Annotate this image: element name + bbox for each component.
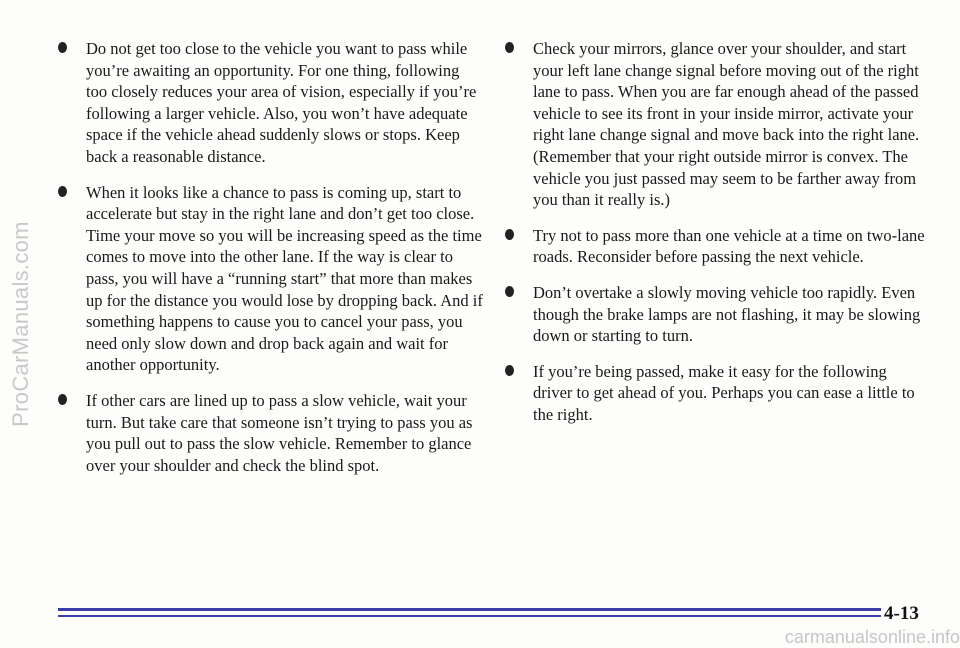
- list-item: [505, 38, 930, 211]
- list-item-text: When it looks like a chance to pass is coming up, start to accelerate but stay in the right lane and don’t get too close. Time your move so you will be increasing speed as the time comes to move into the other lane. If the way is clear to pass, you will have a “running start” that more than makes up for the distance you would lose by dropping back. And if something happens to cause you to cancel your pass, you need only slow down and drop back again and wait for another opportunity.: [86, 182, 483, 375]
- list-item-text: Do not get too close to the vehicle you want to pass while you’re awaiting an opportunity. For one thing, following too closely reduces your area of vision, especially if you’re following a larger vehicle. Also, you won’t have adequate space if the vehicle ahead suddenly slows or stops. Keep back a reasonable distance.: [86, 39, 477, 166]
- list-item-text: Don’t overtake a slowly moving vehicle too rapidly. Even though the brake lamps are not flashing, it may be slowing down or starting to turn.: [533, 282, 921, 346]
- list-item: [58, 38, 483, 168]
- list-item: [505, 282, 930, 347]
- list-item: [58, 182, 483, 376]
- list-item: [58, 390, 483, 476]
- bullet-icon: [505, 229, 514, 240]
- list-item: [505, 361, 930, 426]
- bottom-watermark: carmanualsonline.info: [784, 627, 960, 647]
- bullet-icon: [505, 42, 514, 53]
- footer-rule-line: [58, 615, 881, 617]
- bullet-icon: [58, 394, 67, 405]
- list-item: [505, 225, 930, 268]
- footer-rule-line: [58, 608, 881, 611]
- bullet-icon: [505, 286, 514, 297]
- list-item-text: If other cars are lined up to pass a slow vehicle, wait your turn. But take care that someone isn’t trying to pass you as you pull out to pass the slow vehicle. Remember to glance over your shoulder and check the blind spot.: [86, 390, 473, 475]
- list-item-text: If you’re being passed, make it easy for the following driver to get ahead of you. Perhaps you can ease a little to the right.: [533, 361, 915, 424]
- bullet-icon: [58, 42, 67, 53]
- side-watermark-text: ProCarManuals.com: [8, 221, 33, 427]
- right-column: [505, 38, 930, 440]
- list-item-text: Check your mirrors, glance over your shoulder, and start your left lane change signal before moving out of the right lane to pass. When you are far enough ahead of the passed vehicle to see its front in your inside mirror, activate your right lane change signal and move back into the right lane. (Remember that your right outside mirror is convex. The vehicle you just passed may seem to be farther away from you than it really is.): [533, 39, 920, 210]
- side-watermark: [6, 0, 36, 648]
- bullet-icon: [58, 186, 67, 197]
- left-column: [58, 38, 483, 490]
- page-number: 4-13: [884, 603, 919, 624]
- bullet-icon: [505, 365, 514, 376]
- list-item-text: Try not to pass more than one vehicle at a time on two-lane roads. Reconsider before passing the next vehicle.: [533, 225, 925, 267]
- footer-rule: [58, 608, 881, 617]
